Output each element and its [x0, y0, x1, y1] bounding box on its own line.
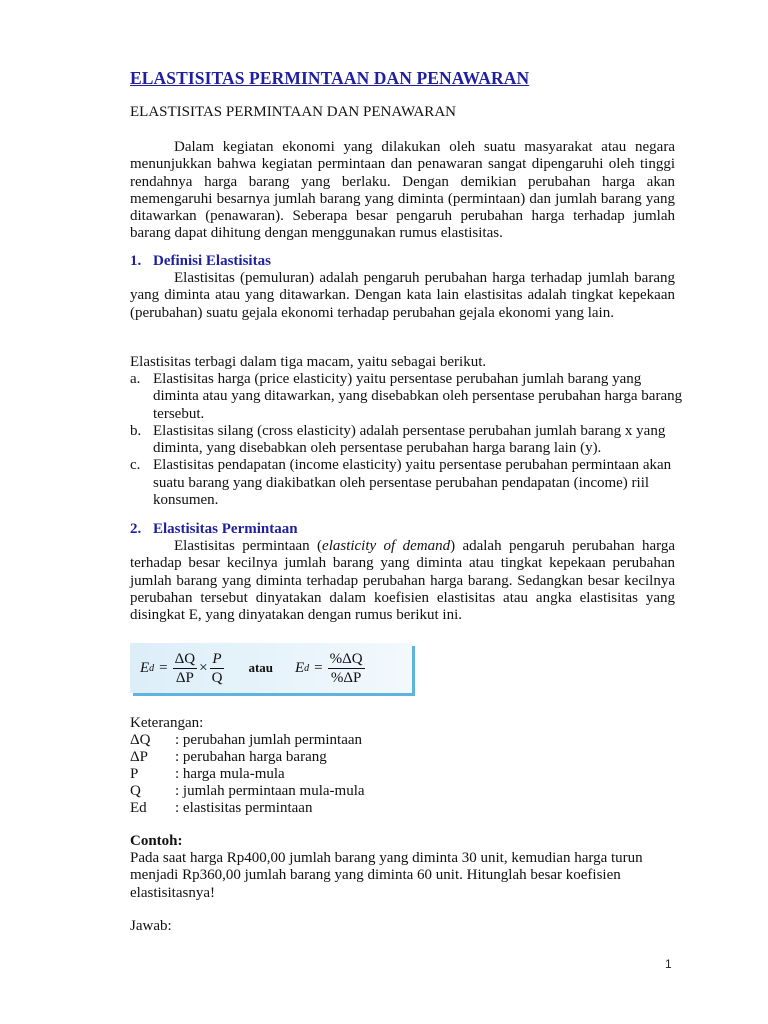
- formula-equals: =: [159, 659, 168, 676]
- fraction-denominator: Q: [211, 669, 223, 686]
- elasticity-formula: [130, 643, 412, 693]
- section-1-text: Elastisitas (pemuluran) adalah pengaruh perubahan harga terhadap jumlah barang yang diminta atau yang ditawarkan. Dengan kata lain elastisitas adalah tingkat kepekaan (perubahan) suatu gejala ekonomi terhadap perubahan gejala ekonomi yang lain.: [130, 270, 675, 321]
- types-intro: Elastisitas terbagi dalam tiga macam, yaitu sebagai berikut.: [130, 354, 487, 370]
- description: : harga mula-mula: [175, 766, 285, 782]
- list-marker: a.: [130, 371, 141, 387]
- fraction-denominator: ΔP: [175, 669, 194, 686]
- section-1-number: 1.: [130, 253, 142, 269]
- fraction-p-over-q: [210, 650, 225, 687]
- section-2-text-post: ) adalah pengaruh perubahan harga terhadap besar kecilnya jumlah barang yang diminta atau tingkat kepekaan perubahan jumlah barang yang diminta terhadap perubahan harga barang. Sedangkan besar kecilnya perubahan tersebut dinyatakan dalam koefisien elastisitas atau angka elastisitas yang disingkat E, yang dinyatakan dengan rumus berikut ini.: [130, 538, 675, 624]
- section-1-title: Definisi Elastisitas: [153, 253, 271, 269]
- section-2-number: 2.: [130, 521, 142, 537]
- document-subtitle: ELASTISITAS PERMINTAAN DAN PENAWARAN: [130, 104, 456, 120]
- description: : perubahan harga barang: [175, 749, 327, 765]
- symbol: Q: [130, 783, 141, 799]
- fraction-delta-q-over-delta-p: [173, 650, 197, 687]
- formula-lhs: E: [140, 659, 150, 676]
- jawab-label: Jawab:: [130, 918, 172, 934]
- intro-text: Dalam kegiatan ekonomi yang dilakukan oleh suatu masyarakat atau negara menunjukkan bahwa kegiatan permintaan dan penawaran sangat dipengaruhi oleh tinggi rendahnya harga barang yang berlaku. Dengan demikian perubahan harga akan memengaruhi besarnya jumlah barang yang diminta (permintaan) dan jumlah barang yang ditawarkan (penawaran). Seberapa besar pengaruh perubahan harga terhadap jumlah barang dapat dihitung dengan menggunakan rumus elastisitas.: [130, 139, 675, 242]
- table-row: [130, 732, 365, 749]
- description: : jumlah permintaan mula-mula: [175, 783, 365, 799]
- list-text: Elastisitas silang (cross elasticity) adalah persentase perubahan jumlah barang x yang diminta, yang disebabkan oleh persentase perubahan harga barang lain (y).: [153, 422, 666, 457]
- formula-equals-2: =: [314, 659, 323, 676]
- symbol: ΔP: [130, 749, 148, 765]
- keterangan-label: Keterangan:: [130, 715, 204, 731]
- list-item: [130, 423, 690, 458]
- symbol: P: [130, 766, 139, 782]
- section-2-text-pre: Elastisitas permintaan (: [174, 538, 323, 554]
- symbol: ΔQ: [130, 732, 151, 748]
- fraction-numerator: P: [212, 650, 222, 667]
- fraction-denominator: %ΔP: [330, 669, 362, 686]
- formula-lhs-sub-2: d: [304, 662, 310, 674]
- symbol: Ed: [130, 800, 147, 816]
- list-item: [130, 371, 690, 423]
- list-text: Elastisitas pendapatan (income elasticity) yaitu persentase perubahan permintaan akan suatu barang yang diakibatkan oleh persentase perubahan pendapatan (income) riil konsumen.: [153, 457, 672, 509]
- section-2-title: Elastisitas Permintaan: [153, 521, 298, 537]
- contoh-label: Contoh:: [130, 833, 183, 849]
- intro-paragraph: [130, 139, 675, 243]
- formula-lhs-sub: d: [149, 662, 155, 674]
- section-1-heading: [130, 253, 271, 270]
- section-2-heading: [130, 521, 298, 538]
- document-title: ELASTISITAS PERMINTAAN DAN PENAWARAN: [130, 68, 530, 88]
- formula-times: ×: [199, 659, 208, 676]
- fraction-numerator: ΔQ: [174, 650, 196, 667]
- fraction-numerator: %ΔQ: [329, 650, 363, 667]
- section-2-body: [130, 538, 675, 624]
- description: : elastisitas permintaan: [175, 800, 313, 816]
- table-row: [130, 749, 365, 766]
- section-2-text-italic: elasticity of demand: [322, 538, 451, 554]
- fraction-percent-delta-q-over-percent-delta-p: [328, 650, 365, 687]
- list-marker: b.: [130, 422, 142, 439]
- description: : perubahan jumlah permintaan: [175, 732, 363, 748]
- list-text: Elastisitas harga (price elasticity) yaitu persentase perubahan jumlah barang yang diminta atau yang ditawarkan, yang disebabkan oleh persentase perubahan harga barang tersebut.: [153, 371, 683, 422]
- list-marker: c.: [130, 457, 141, 474]
- page-number: 1: [665, 957, 672, 971]
- formula-connector: atau: [248, 660, 273, 675]
- table-row: [130, 800, 365, 817]
- table-row: [130, 783, 365, 800]
- formula-box: [130, 643, 412, 693]
- contoh-text: Pada saat harga Rp400,00 jumlah barang yang diminta 30 unit, kemudian harga turun menjadi Rp360,00 jumlah barang yang diminta 60 unit. Hitunglah besar koefisien elastisitasnya!: [130, 850, 643, 901]
- types-list: [130, 371, 690, 509]
- table-row: [130, 766, 365, 783]
- formula-lhs-2: E: [295, 659, 305, 676]
- list-item: [130, 457, 690, 509]
- keterangan-table: [130, 732, 365, 817]
- section-1-body: [130, 270, 675, 322]
